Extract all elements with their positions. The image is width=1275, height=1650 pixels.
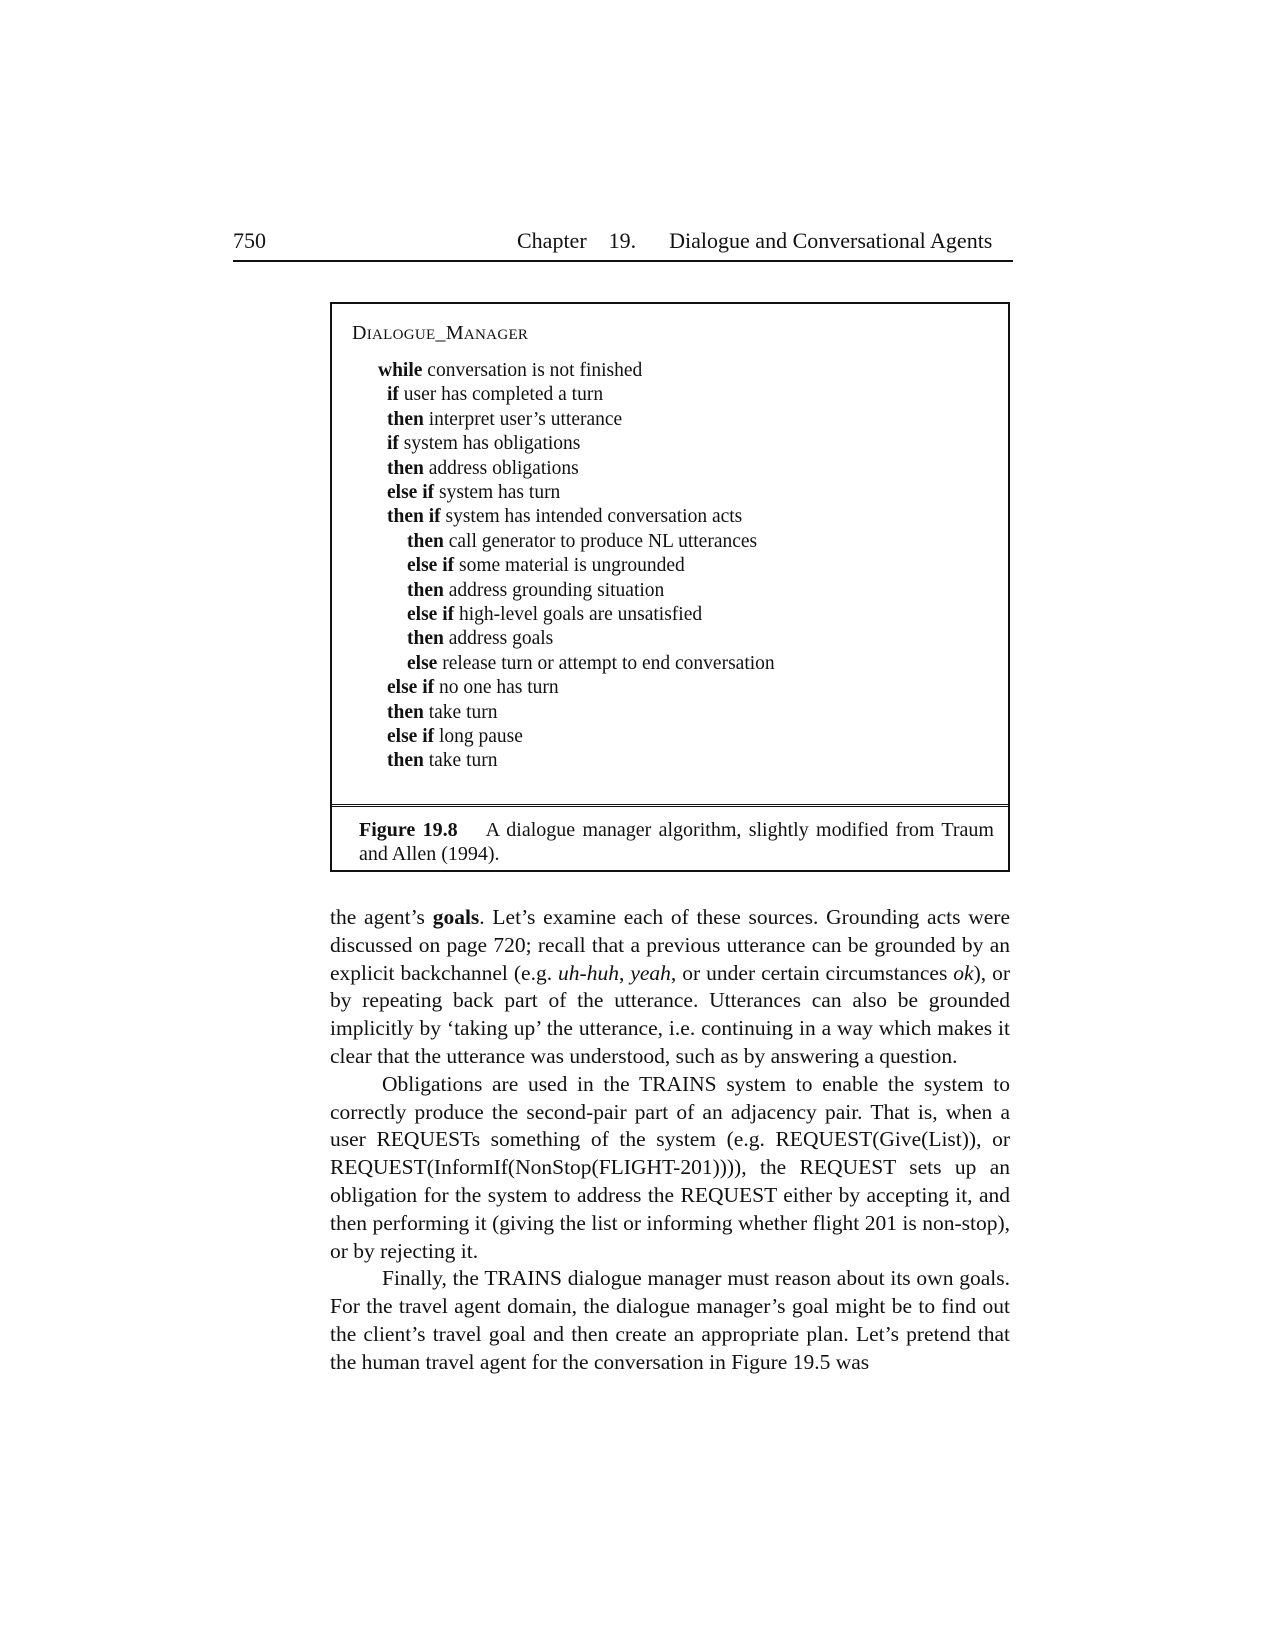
chapter-heading: [517, 228, 992, 254]
algorithm-line: [407, 530, 757, 554]
chapter-title: Dialogue and Conversational Agents: [669, 228, 993, 253]
algorithm-line: [387, 701, 497, 725]
algorithm-text: take turn: [423, 701, 498, 723]
algorithm-text: take turn: [423, 750, 498, 772]
caption-text: A dialogue manager algorithm, slightly modified from Traum and Allen (1994).: [359, 819, 994, 865]
algorithm-line: [387, 725, 523, 749]
algorithm-text: address grounding situation: [443, 579, 665, 601]
algorithm-keyword: then: [407, 530, 444, 552]
algorithm-line: [407, 579, 664, 603]
algorithm-keyword: else: [407, 652, 438, 674]
algorithm-text: long pause: [434, 726, 523, 747]
algorithm-line: [407, 603, 702, 627]
chapter-label: Chapter: [517, 228, 587, 253]
algorithm-text: some material is ungrounded: [454, 555, 685, 577]
algorithm-keyword: else if: [407, 604, 455, 625]
paragraph-1: the agent’s goals. Let’s examine each of these sources. Grounding acts were discussed on page 720; recall that a previous utterance can be grounded by an explicit backchannel (e.g. uh-huh, yeah, or under certain circumstances ok), or by repeating back part of the utterance. Utterances can also be grounded implicitly by ‘taking up’ the utterance, i.e. continuing in a way which makes it clear that the utterance was understood, such as by answering a question.: [330, 905, 1011, 1068]
algorithm-line: [387, 676, 559, 700]
figure-caption: [359, 818, 994, 866]
algorithm-text: system has intended conversation acts: [440, 506, 743, 528]
algorithm-line: [387, 408, 622, 432]
algorithm-line: [407, 652, 775, 676]
algorithm-keyword: else if: [407, 555, 455, 577]
figure-label: Figure 19.8: [359, 819, 458, 841]
figure-box: [330, 302, 1010, 872]
algorithm-text: system has obligations: [398, 433, 581, 455]
paragraph-2: Obligations are used in the TRAINS system to enable the system to correctly produce the second-pair part of an adjacency pair. That is, when a user REQUESTs something of the system (e.g. REQUEST(Give(List)), or REQUEST(InformIf(NonStop(FLIGHT-201)))), the REQUEST sets up an obligation for the system to address the REQUEST either by accepting it, and then performing it (giving the list or informing whether flight 201 is non-stop), or by rejecting it.: [330, 1071, 1010, 1263]
algorithm-keyword: then: [387, 750, 424, 772]
paragraph-3: Finally, the TRAINS dialogue manager must reason about its own goals. For the travel agent domain, the dialogue manager’s goal might be to find out the client’s travel goal and then create an appropriate plan. Let’s pretend that the human travel agent for the conversation in Figure 19.5 was: [330, 1266, 1010, 1374]
page-number: 750: [233, 228, 266, 253]
algorithm-keyword: then: [387, 408, 424, 430]
algorithm-text: high-level goals are unsatisfied: [454, 604, 703, 625]
algorithm-text: call generator to produce NL utterances: [443, 530, 758, 552]
algorithm-keyword: else if: [387, 482, 435, 503]
algorithm-keyword: then: [407, 579, 444, 601]
algorithm-text: system has turn: [434, 482, 561, 503]
algorithm-line: [387, 432, 580, 456]
algorithm-keyword: while: [378, 360, 423, 381]
algorithm-line: [387, 383, 603, 407]
algorithm-keyword: if: [387, 433, 399, 455]
algorithm-title: DIALOGUE_MANAGER: [352, 322, 529, 344]
algorithm-keyword: then: [387, 701, 424, 723]
chapter-number: 19.: [608, 228, 637, 253]
algorithm-keyword: then if: [387, 506, 441, 528]
algorithm-text: user has completed a turn: [398, 384, 604, 406]
algorithm-text: interpret user’s utterance: [423, 408, 623, 430]
caption-divider: [332, 804, 1008, 807]
algorithm-text: release turn or attempt to end conversation: [437, 652, 775, 674]
body-text: [330, 904, 1010, 1377]
running-header: [233, 226, 1013, 262]
algorithm-line: [387, 457, 579, 481]
algorithm-keyword: then: [407, 628, 444, 650]
algorithm-keyword: if: [387, 384, 399, 406]
algorithm-line: [378, 359, 642, 383]
algorithm-line: [387, 481, 560, 505]
algorithm-keyword: else if: [387, 726, 435, 747]
algorithm-text: address goals: [443, 628, 554, 650]
algorithm-keyword: else if: [387, 677, 435, 699]
algorithm-line: [387, 505, 742, 529]
algorithm-text: address obligations: [423, 457, 579, 479]
algorithm-line: [407, 554, 685, 578]
algorithm-line: [387, 749, 497, 773]
algorithm-keyword: then: [387, 457, 424, 479]
algorithm-line: [407, 627, 553, 651]
algorithm-text: no one has turn: [434, 677, 559, 699]
algorithm-text: conversation is not finished: [422, 360, 643, 381]
